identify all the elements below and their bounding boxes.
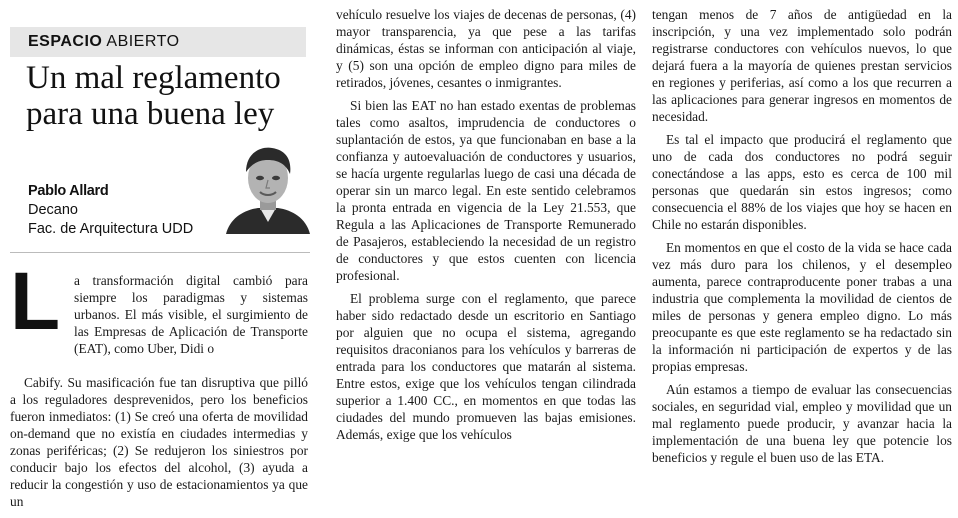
drop-cap: L bbox=[10, 256, 61, 347]
author-block bbox=[28, 182, 193, 239]
column-3 bbox=[652, 6, 952, 472]
col3-paragraph-3: En momentos en que el costo de la vida se hace cada vez más duro para los chilenos, y el desempleo aumenta, parece contraproducente poner trabas a una industria que complementa la movilidad de cientos de miles de personas y genera empleo digno. Lo más preocupante es que este reglamento se ha redactado sin la información ni participación de expertos y de las propias empresas. bbox=[652, 240, 952, 374]
headline: Un mal reglamento para una buena ley bbox=[26, 60, 281, 132]
section-label bbox=[28, 33, 180, 51]
section-label-bold: ESPACIO bbox=[28, 33, 103, 50]
col3-paragraph-2: Es tal el impacto que producirá el reglamento que uno de cada dos conductores no podrá seguir conectándose a las apps, esto es cerca de 100 mil personas que quedarán sin estos ingresos; como consecuencia el 88% de los viajes que hoy se hacen en Chile no estarán disponibles. bbox=[652, 132, 952, 232]
header-divider bbox=[10, 252, 310, 253]
col3-paragraph-4: Aún estamos a tiempo de evaluar las consecuencias sociales, en seguridad vial, empleo y movilidad que un mal reglamento puede producir, y avanzar hacia la implementación de una buena ley que potencie los beneficios y regule el buen uso de las ETA. bbox=[652, 382, 952, 465]
column-2 bbox=[336, 6, 636, 449]
author-role: Decano bbox=[28, 202, 78, 218]
section-label-regular: ABIERTO bbox=[106, 33, 180, 50]
author-name: Pablo Allard bbox=[28, 183, 109, 199]
author-affiliation: Fac. de Arquitectura UDD bbox=[28, 221, 194, 237]
col2-paragraph-2: Si bien las EAT no han estado exentas de problemas tales como asaltos, imprudencia de conductores o suplantación de estos, ya que funcionaban en base a la confianza y autoevaluación de conductores y usuarios, se hacía urgente regularlas luego de casi una década de operar sin un marco legal. En este sentido celebramos la pronta entrada en vigencia de la Ley 21.553, que Regula a las Aplicaciones de Transporte Remunerado de Pasajeros, estableciendo la necesidad de un registro de conductores y que estos cuenten con licencia profesional. bbox=[336, 98, 636, 283]
lead-paragraph-continued: Cabify. Su masificación fue tan disruptiva que pilló a los reguladores desprevenidos, pero los beneficios fueron inmediatos: (1) Se creó una oferta de movilidad on-demand que no existía en ciudades intermedias y zonas periféricas; (2) Se redujeron los siniestros por conducir bajo los efectos del alcohol, (3) ayuda a reducir la congestión y uso de estacionamientos ya que un bbox=[10, 375, 308, 509]
col2-paragraph-1: vehículo resuelve los viajes de decenas de personas, (4) mayor transparencia, ya que pese a las tarifas dinámicas, éstas se informan con anticipación al viaje, y (5) son una opción de empleo digno para miles de retirados, jóvenes, cesantes o inmigrantes. bbox=[336, 7, 636, 90]
author-photo bbox=[222, 138, 314, 234]
col3-paragraph-1: tengan menos de 7 años de antigüedad en la inscripción, y una vez implementado solo podrán registrarse conductores con vehículos nuevos, lo que dejará fuera a la mayoría de quienes prestan servicios en regiones y periferias, así como a los que recurren a las aplicaciones para generar ingresos en momentos de necesidad. bbox=[652, 7, 952, 124]
lead-paragraph-start: a transformación digital cambió para siempre los paradigmas y sistemas urbanos. El más visible, el surgimiento de las Empresas de Aplicación de Transporte (EAT), como Uber, Didi o bbox=[74, 273, 308, 356]
col2-paragraph-3: El problema surge con el reglamento, que parece haber sido redactado desde un escritorio en Santiago por alguien que no ocupa el sistema, agregando requisitos draconianos para los vehículos y barreras de entrada para los conductores que matarán al sistema. Entre estos, exige que los vehículos tengan cilindrada superior a 1.400 CC., en momentos en que todas las ciudades del mundo promueven las bajas emisiones. Además, exige que los vehículos bbox=[336, 291, 636, 442]
